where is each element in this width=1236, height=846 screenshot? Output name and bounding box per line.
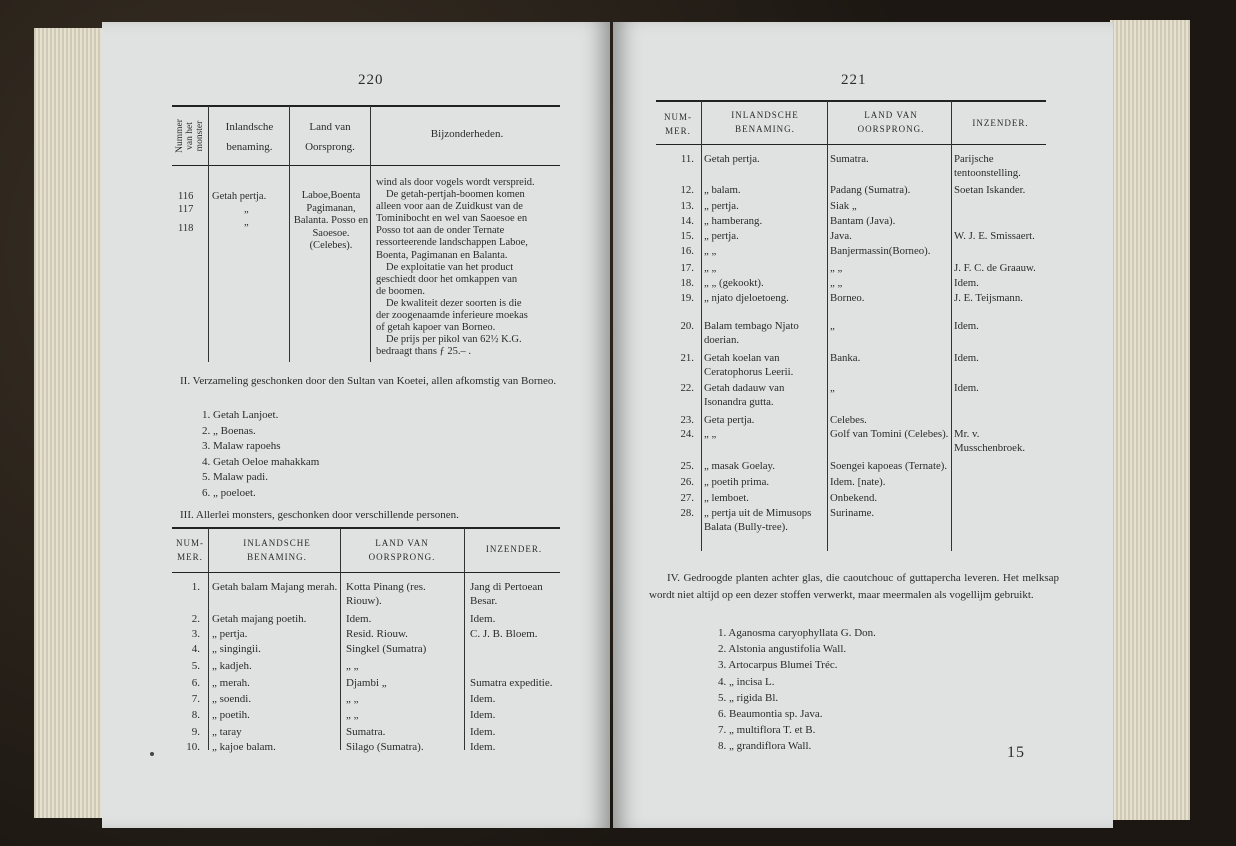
notes-cell: wind als door vogels wordt verspreid. De getah-pertjah-boomen komen alleen voor aan de Zuidkust van de Tominibocht en wel van Saoesoe en Posso tot aan de onder Ternate ressorteerende landschappen Laboe, Boenta, Pagimanan en Balanta. De exploitatie van het product geschiedt door het omkappen van de boomen. De kwaliteit dezer soorten is die der zoogenaamde inferieure moekas of getah kapoer van Borneo. De prijs per pikol van 62½ K.G. bedraagt thans ƒ 25.– . — [376, 177, 535, 358]
row-number: 6. — [191, 677, 200, 689]
row-land: „ „ — [346, 693, 359, 705]
monster-numbers: 116 117 118 — [178, 191, 194, 234]
row-number: 16. — [680, 245, 694, 257]
row-number: 8. — [191, 709, 200, 721]
row-benaming: „ njato djeloetoeng. — [704, 292, 789, 304]
t2-header-benaming: INLANDSCHE BENAMING. — [243, 538, 311, 562]
row-inzender: Idem. — [470, 709, 496, 721]
row-land: Padang (Sumatra). — [830, 184, 911, 196]
row-benaming: Geta pertja. — [704, 414, 755, 426]
row-benaming: Balam tembago Njato doerian. — [704, 320, 799, 346]
row-benaming: „ taray — [212, 726, 242, 738]
row-number: 18. — [680, 277, 694, 289]
page-mark — [150, 752, 154, 756]
right-page — [613, 22, 1113, 828]
row-benaming: „ poetih. — [212, 709, 250, 721]
row-land: Sumatra. — [346, 726, 386, 738]
row-inzender: C. J. B. Bloem. — [470, 628, 538, 640]
row-number: 28. — [680, 507, 694, 519]
row-inzender: Idem. — [470, 741, 496, 753]
row-benaming: „ pertja. — [212, 628, 248, 640]
section-4-title: IV. Gedroogde planten achter glas, die caoutchouc of guttapercha leveren. Het melksap wordt niet altijd op een dezer stoffen verwerkt, maar meermalen als vogellijm gebruikt. — [649, 572, 1059, 601]
page-stack-left — [34, 28, 104, 818]
row-number: 19. — [680, 292, 694, 304]
row-benaming: „ poetih prima. — [704, 476, 770, 488]
section-4-list: 1. Aganosma caryophyllata G. Don. 2. Alstonia angustifolia Wall. 3. Artocarpus Blumei Tréc. 4. „ incisa L. 5. „ rigida Bl. 6. Beaumontia sp. Java. 7. „ multiflora T. et B. 8. „ grandiflora Wall. — [718, 627, 876, 753]
row-number: 4. — [191, 643, 200, 655]
row-land: „ „ — [830, 277, 843, 289]
row-number: 10. — [186, 741, 200, 753]
row-number: 2. — [191, 613, 200, 625]
row-number: 25. — [680, 460, 694, 472]
row-land: Kotta Pinang (res. Riouw). — [346, 581, 426, 607]
row-number: 5. — [191, 660, 200, 672]
row-inzender: Idem. — [470, 726, 496, 738]
row-land: Silago (Sumatra). — [346, 741, 424, 753]
row-benaming: „ lemboet. — [704, 492, 749, 504]
row-benaming: „ „ — [704, 428, 717, 440]
rt-header-inzender: INZENDER. — [972, 118, 1029, 128]
row-benaming: Getah pertja. — [704, 153, 760, 165]
row-inzender: Jang di Pertoean Besar. — [470, 581, 543, 607]
section-2-list: 1. Getah Lanjoet. 2. „ Boenas. 3. Malaw rapoehs 4. Getah Oeloe mahakkam 5. Malaw padi. 6. „ poeloet. — [202, 409, 320, 499]
row-land: Bantam (Java). — [830, 215, 896, 227]
row-land: Idem. [nate). — [830, 476, 886, 488]
page-number: 220 — [358, 72, 384, 88]
row-inzender: Sumatra expeditie. — [470, 677, 553, 689]
row-land: Golf van Tomini (Celebes). — [830, 428, 949, 440]
header-land: Land van Oorsprong. — [305, 121, 355, 153]
row-benaming: „ hamberang. — [704, 215, 763, 227]
row-number: 13. — [680, 200, 694, 212]
row-number: 17. — [680, 262, 694, 274]
footer-number: 15 — [1007, 744, 1025, 761]
row-benaming: „ pertja. — [704, 230, 739, 242]
row-number: 21. — [680, 352, 694, 364]
row-land: Java. — [830, 230, 852, 242]
row-inzender: Idem. — [954, 382, 979, 394]
row-land: Banjermassin(Borneo). — [830, 245, 931, 257]
row-number: 1. — [191, 581, 200, 593]
row-land: Resid. Riouw. — [346, 628, 408, 640]
row-benaming: „ singingii. — [212, 643, 261, 655]
row-land: Soengei kapoeas (Ternate). — [830, 460, 948, 472]
row-benaming: „ „ — [704, 262, 717, 274]
header-benaming: Inlandsche benaming. — [225, 121, 274, 153]
row-inzender: Idem. — [470, 693, 496, 705]
row-land: Borneo. — [830, 292, 865, 304]
row-land: Djambi „ — [346, 677, 387, 689]
left-page — [102, 22, 610, 828]
header-nummer: Nummer van het monster — [175, 119, 205, 153]
row-benaming: „ „ — [704, 245, 717, 257]
row-number: 11. — [680, 153, 694, 165]
row-number: 23. — [680, 414, 694, 426]
origin-cell: Laboe,Boenta Pagimanan, Balanta. Posso en Saoesoe. (Celebes). — [293, 190, 369, 251]
row-inzender: Idem. — [470, 613, 496, 625]
row-number: 24. — [680, 428, 694, 440]
row-land: Sumatra. — [830, 153, 869, 165]
row-number: 3. — [191, 628, 200, 640]
row-land: Celebes. — [830, 414, 867, 426]
row-benaming: „ pertja. — [704, 200, 739, 212]
row-benaming: „ kajoe balam. — [212, 741, 276, 753]
row-inzender: J. E. Teijsmann. — [954, 292, 1023, 304]
row-number: 22. — [680, 382, 694, 394]
row-benaming: „ kadjeh. — [212, 660, 252, 672]
row-number: 14. — [680, 215, 694, 227]
row-land: „ — [830, 382, 835, 394]
row-number: 12. — [680, 184, 694, 196]
row-inzender: Idem. — [954, 277, 979, 289]
row-land: Singkel (Sumatra) — [346, 643, 427, 655]
section-2-title: II. Verzameling geschonken door den Sultan van Koetei, allen afkomstig van Borneo. — [180, 375, 557, 387]
row-number: 9. — [191, 726, 200, 738]
row-benaming: Getah dadauw van Isonandra gutta. — [704, 382, 785, 408]
row-benaming: „ „ (gekookt). — [704, 277, 764, 289]
row-benaming: „ pertja uit de Mimusops Balata (Bully-tree). — [704, 507, 812, 533]
row-land: „ — [830, 320, 835, 332]
row-benaming: „ merah. — [212, 677, 250, 689]
row-land: „ „ — [346, 709, 359, 721]
row-land: Suriname. — [830, 507, 875, 519]
row-number: 26. — [680, 476, 694, 488]
t2-header-land: LAND VAN OORSPRONG. — [368, 538, 436, 562]
row-inzender: W. J. E. Smissaert. — [954, 230, 1035, 242]
row-benaming: „ masak Goelay. — [704, 460, 775, 472]
row-number: 27. — [680, 492, 694, 504]
header-bijzonderheden: Bijzonderheden. — [430, 128, 504, 140]
t2-header-num: NUM-MER. — [176, 538, 204, 562]
row-benaming: „ soendi. — [212, 693, 252, 705]
row-land: Siak „ — [830, 200, 857, 212]
page-stack-right — [1110, 20, 1190, 820]
rt-header-benaming: INLANDSCHE BENAMING. — [731, 110, 799, 134]
page-number: 221 — [841, 72, 867, 88]
row-number: 7. — [191, 693, 200, 705]
row-inzender: Parijsche tentoonstelling. — [954, 153, 1021, 179]
row-land: Banka. — [830, 352, 861, 364]
row-inzender: J. F. C. de Graauw. — [954, 262, 1036, 274]
rt-header-num: NUM-MER. — [664, 112, 692, 136]
t2-header-inzender: INZENDER. — [485, 544, 543, 554]
row-number: 20. — [680, 320, 694, 332]
rt-header-land: LAND VAN OORSPRONG. — [857, 110, 925, 134]
row-land: „ „ — [830, 262, 843, 274]
monster-names: Getah pertja. „ „ — [212, 191, 267, 228]
row-land: Onbekend. — [830, 492, 878, 504]
row-benaming: Getah koelan van Ceratophorus Leerii. — [704, 352, 794, 378]
row-inzender: Mr. v. Musschenbroek. — [954, 428, 1026, 454]
row-number: 15. — [680, 230, 694, 242]
row-inzender: Idem. — [954, 352, 979, 364]
section-3-title: III. Allerlei monsters, geschonken door verschillende personen. — [180, 509, 459, 521]
row-benaming: Getah majang poetih. — [212, 613, 307, 625]
row-land: Idem. — [346, 613, 372, 625]
row-inzender: Soetan Iskander. — [954, 184, 1026, 196]
row-benaming: „ balam. — [704, 184, 741, 196]
row-land: „ „ — [346, 660, 359, 672]
row-benaming: Getah balam Majang merah. — [212, 581, 338, 593]
row-inzender: Idem. — [954, 320, 979, 332]
